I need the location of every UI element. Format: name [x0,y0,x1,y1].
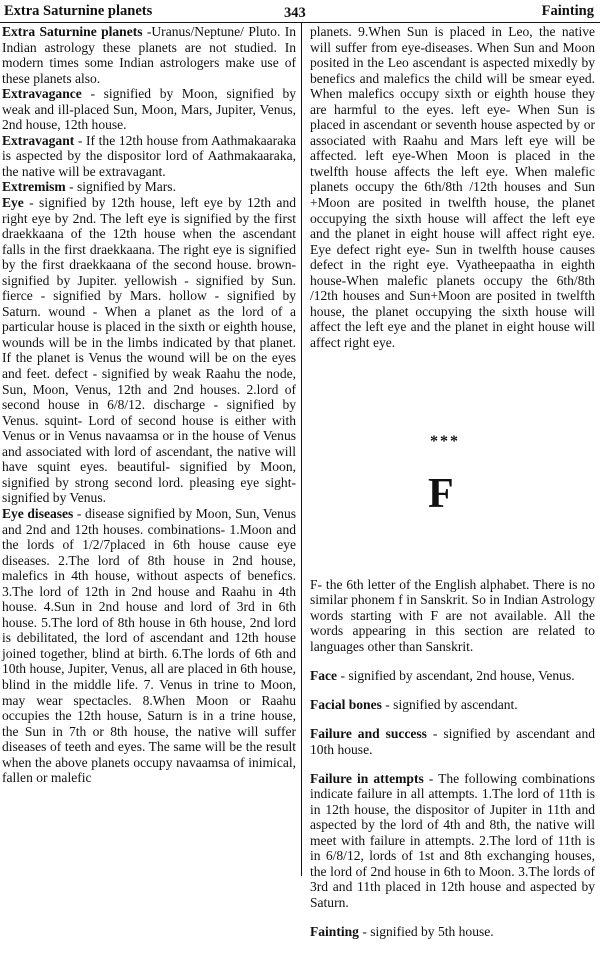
entry-text: - signified by ascendant. [381,696,518,712]
entry [310,577,595,655]
entry-text: - signified by ascendant and 10th house. [310,726,595,757]
entry-text: - signified by ascendant, 2nd house, Venus. [337,667,575,683]
page-number: 343 [284,5,306,21]
entry-term: Eye [2,195,24,211]
header-rule [0,22,600,23]
entry-text: - signified by 5th house. [358,924,494,940]
entry [310,924,595,940]
left-column [2,24,296,786]
right-column-continuation: planets. 9.When Sun is placed in Leo, the native will suffer from eye-diseases. When Sun and Moon posited in the Leo ascendant is aspected mixedly by benefics and malefics the child will be smear eyed. When malefics occupy sixth or eighth house they are harmful to the eyes. left eye- When Sun is placed in ascendant or seventh house aspected by or associated with Raahu and Mars left eye will be affected. left eye-When Moon is placed in the twelfth house affects the left eye. When malefic planets occupy the 6th/8th /12th houses and Sun +Moon are posited in twelfth house, the planet occupying the sixth house will affect the left eye and the planet in eight house will affect right eye. Eye defect right eye- Sun in twelfth house causes defect in the right eye. Vyatheepaatha in eighth house-When malefic planets occupy the 6th/8th /12th houses and Sun+Moon are posited in twelfth house, the planet occupying the sixth house will affect the left eye and the planet in eight house will affect right eye. [310,24,595,350]
entry-text: - signified by 12th house, left eye by 12th and right eye by 2nd. The left eye is signified by the first draekkaana of the 12th house when the ascendant falls in the first draekkaana. The right eye is signified by the first draekkaana of the second house. brown- signified by Jupiter. yellowish - signified by Sun. fierce - signified by Mars. hollow - signified by Saturn. wound - When a planet as the lord of a particular house is placed in the sixth or eighth house, wounds will be in the limbs indicated by that planet. If the planet is Venus the wound will be on the eyes and feet. defect - signified by weak Raahu the node, Sun, Moon, Venus, 12th and 2nd houses. 2.lord of second house in 6/8/12. discharge - signified by Venus. squint- Lord of second house is either with Venus or in Venus navaamsa or in the house of Venus and associated with lord of ascendant, the native will have squint eyes. beautiful- signified by Moon, signified by strong second lord. pleasing eye sight- signified by Venus. [2,195,296,506]
right-column-f-section [310,563,595,953]
entry [2,179,296,195]
entry-text: - The following combinations indicate failure in all attempts. 1.The lord of 11th is in 12th house, the dispositor of Jupiter in 11th and aspected by the lord of 4th and 8th, the native will meet with failure in attempts. 2.The lord of 11th is in 6/8/12, lords of 1st and 8th exchanging houses, the lord of 2nd house in 6th to Moon. 3.The lords of 3rd and 11th placed in 12th house and aspected by Saturn. [310,770,595,911]
section-letter: F [428,471,454,517]
column-divider [301,22,302,876]
page-header [0,0,600,24]
header-right-guide-word: Fainting [541,3,594,19]
entry-term: Extravagant [2,132,75,148]
entry [2,195,296,506]
entry-term: Failure and success [310,726,427,742]
entry [310,726,595,757]
entry [2,133,296,180]
section-separator: *** [430,433,460,450]
entry-term: Eye diseases [2,505,74,521]
entry [310,771,595,911]
entry [310,697,595,713]
entry [2,506,296,786]
entry-term: Failure in attempts [310,770,424,786]
header-left-guide-word: Extra Saturnine planets [4,3,153,19]
entry-text: F- the 6th letter of the English alphabet. There is no similar phonem f in Sanskrit. So in Indian Astrology words starting with F are not available. All the words appearing in this section are related to languages other than Sanskrit. [310,576,595,654]
entry-text: - signified by Mars. [65,179,176,195]
entry-term: Extra Saturnine planets [2,24,143,39]
entry-term: Facial bones [310,696,382,712]
entry [2,86,296,133]
entry-text: - signified by Moon, signified by weak and ill-placed Sun, Moon, Mars, Jupiter, Venus, 2nd house, 12th house. [2,86,296,133]
entry-term: Fainting [310,924,359,940]
entry [2,24,296,86]
entry-term: Extremism [2,179,66,195]
entry [310,668,595,684]
entry-text: -Uranus/Neptune/ Pluto. In Indian astrology these planets are not studied. In modern times some Indian astrologers make use of these planets also. [2,24,296,86]
entry-text: - If the 12th house from Aathmakaaraka is aspected by the dispositor lord of Aathmakaaraka, the native will be extravagant. [2,132,296,179]
entry-term: Face [310,667,338,683]
entry-term: Extravagance [2,86,82,102]
entry-text: - disease signified by Moon, Sun, Venus and 2nd and 12th houses. combinations- 1.Moon and the lords of 1/2/7placed in 6th house cause eye diseases. 2.The lord of 8th house in 2nd house, malefics in 4th house, without aspects of benefics. 3.The lord of 12th in 2nd house and Raahu in 4th house. 4.Sun in 2nd house and lord of 3rd in 6th house. 5.The lord of 8th house in 6th house, 2nd lord is debilitated, the lord of ascendant and 12th house joined together, blind at birth. 6.The lords of 6th and 10th house, Jupiter, Venus, all are placed in 6th house, blind in the middle life. 7. Venus in trine to Moon, may wear spectacles. 8.When Moon or Raahu occupies the 12th house, Saturn is in a trine house, the Sun in 7th or 8th house, the native will suffer diseases of teeth and eyes. The same will be the result when the above planets occupy navaamsa of inimical, fallen or malefic [2,505,296,786]
